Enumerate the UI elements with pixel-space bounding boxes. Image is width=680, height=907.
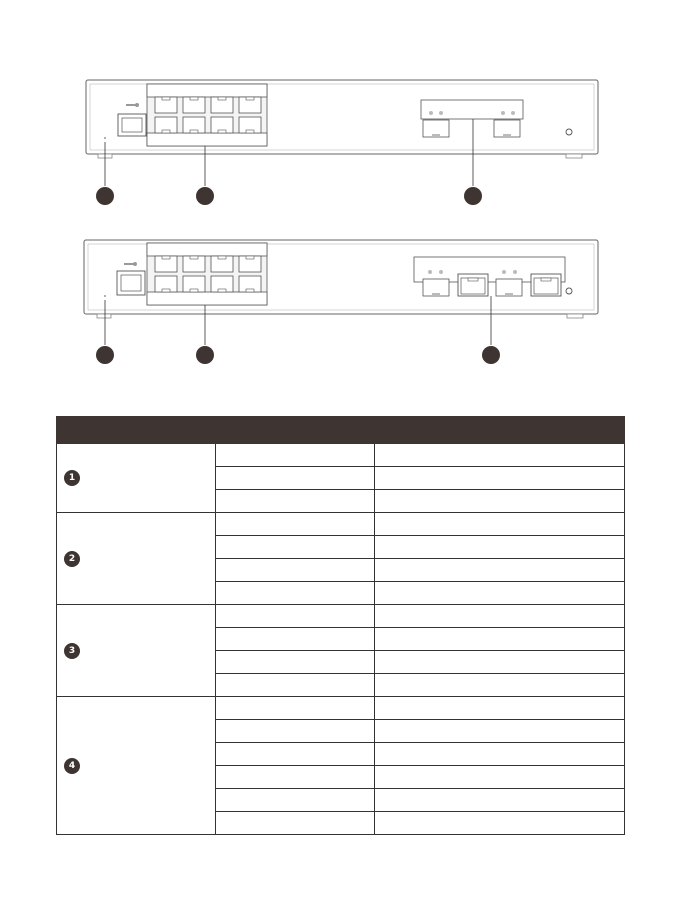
table-cell	[375, 444, 625, 467]
callout-badge: 4	[64, 758, 80, 774]
group-cell-1	[57, 444, 216, 513]
table-row	[57, 513, 625, 536]
table-cell	[375, 674, 625, 697]
table-cell	[375, 789, 625, 812]
table-cell	[216, 559, 375, 582]
table-cell	[375, 490, 625, 513]
table-row	[57, 605, 625, 628]
table-cell	[375, 697, 625, 720]
callout-badge: 2	[64, 551, 80, 567]
table-cell	[375, 582, 625, 605]
header-cell	[375, 417, 625, 444]
table-cell	[216, 467, 375, 490]
table-cell	[216, 674, 375, 697]
console-port	[118, 114, 146, 136]
header-cell	[57, 417, 216, 444]
power-led	[566, 129, 572, 135]
table-cell	[375, 467, 625, 490]
callout-markers	[96, 346, 500, 364]
table-cell	[216, 444, 375, 467]
group-cell-2	[57, 513, 216, 605]
table-cell	[216, 651, 375, 674]
switch-front-panel-bottom	[84, 240, 598, 364]
table-cell	[216, 513, 375, 536]
reset-pinhole	[104, 137, 106, 139]
callout-badge: 3	[64, 643, 80, 659]
table-cell	[216, 582, 375, 605]
table-cell	[375, 812, 625, 835]
table-cell	[375, 559, 625, 582]
table-cell	[375, 536, 625, 559]
table-cell	[216, 490, 375, 513]
device-diagram	[0, 0, 680, 400]
switch-front-panel-top	[86, 80, 598, 205]
table-cell	[375, 720, 625, 743]
table-cell	[375, 628, 625, 651]
group-cell-4	[57, 697, 216, 835]
table-header-row	[57, 417, 625, 444]
table-cell	[375, 513, 625, 536]
reset-pinhole	[104, 295, 106, 297]
table-cell	[216, 720, 375, 743]
table-row	[57, 697, 625, 720]
power-led	[566, 288, 572, 294]
rj45-port-block	[147, 84, 267, 146]
table-cell	[375, 743, 625, 766]
table-cell	[375, 766, 625, 789]
table-cell	[216, 697, 375, 720]
table-cell	[216, 628, 375, 651]
group-cell-3	[57, 605, 216, 697]
callout-markers	[96, 187, 482, 205]
table-cell	[216, 789, 375, 812]
table-cell	[216, 766, 375, 789]
table-row	[57, 444, 625, 467]
callout-badge: 1	[64, 470, 80, 486]
table-cell	[216, 536, 375, 559]
spec-table	[56, 416, 625, 835]
table-cell	[216, 605, 375, 628]
table-cell	[375, 605, 625, 628]
table-cell	[216, 743, 375, 766]
table-cell	[216, 812, 375, 835]
rj45-port-block	[147, 243, 267, 305]
header-cell	[216, 417, 375, 444]
console-port	[117, 271, 145, 295]
table-cell	[375, 651, 625, 674]
